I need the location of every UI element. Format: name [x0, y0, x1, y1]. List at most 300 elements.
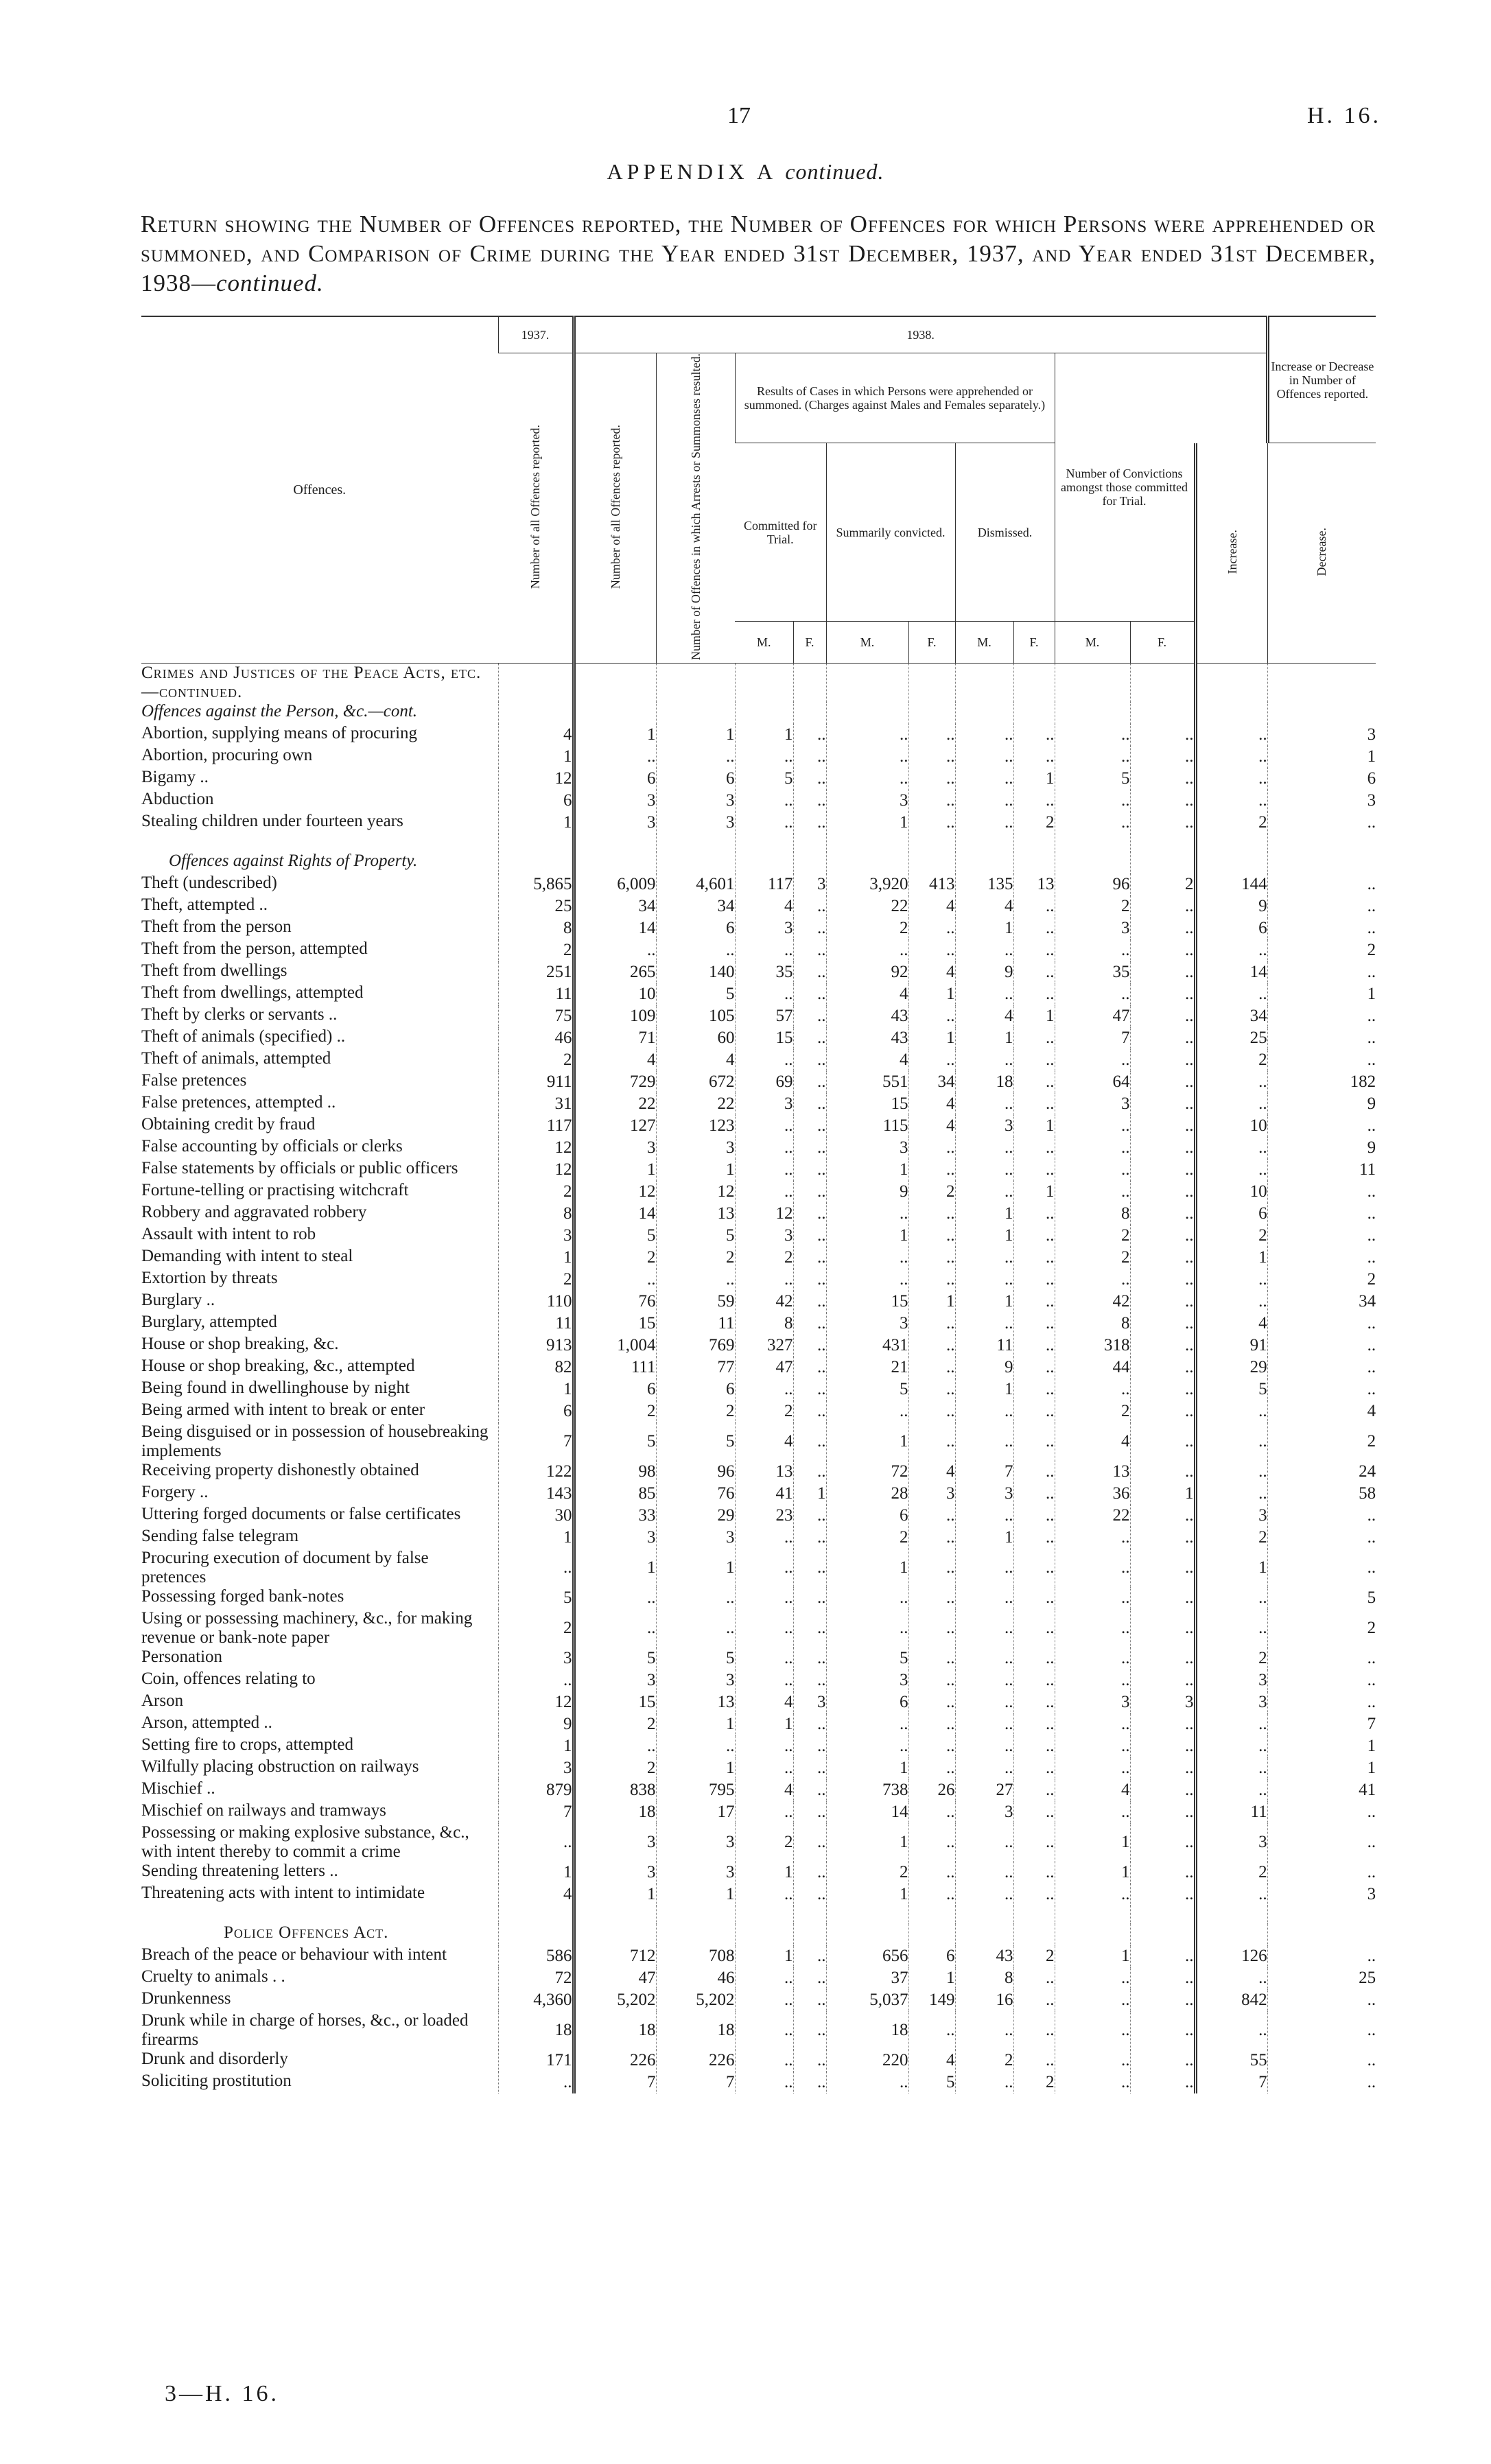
table-cell	[908, 664, 955, 703]
section-heading: Police Offences Act.	[224, 1923, 389, 1943]
offence-name: Robbery and aggravated robbery	[141, 1203, 367, 1222]
table-cell: ..	[1013, 1713, 1055, 1735]
table-cell: ..	[1130, 1115, 1195, 1137]
table-cell: 2	[826, 1527, 908, 1549]
table-cell: 5	[574, 1225, 656, 1247]
table-cell: 12	[574, 1181, 656, 1203]
table-cell: 4	[908, 961, 955, 983]
table-cell: 11	[1195, 1801, 1267, 1823]
table-cell: 5	[826, 1378, 908, 1400]
table-row	[141, 1989, 1376, 2011]
table-cell: 9	[1267, 1137, 1376, 1159]
table-cell: 3	[826, 1313, 908, 1335]
table-cell: 3	[735, 917, 793, 939]
table-cell: 18	[955, 1071, 1013, 1093]
table-cell: 1	[498, 746, 574, 768]
table-cell: 1	[955, 1203, 1013, 1225]
col-committed: Committed for Trial.	[735, 443, 826, 622]
table-cell: ..	[908, 1335, 955, 1357]
table-cell: ..	[1013, 1137, 1055, 1159]
table-cell: ..	[955, 2072, 1013, 2093]
table-cell: ..	[826, 1203, 908, 1225]
table-row	[141, 1269, 1376, 1291]
offence-name: Personation	[141, 1647, 223, 1667]
table-cell	[1130, 1923, 1195, 1945]
table-cell: ..	[1267, 2050, 1376, 2072]
col-summarily: Summarily convicted.	[826, 443, 955, 622]
table-cell	[1195, 852, 1267, 873]
table-cell: 36	[1055, 1483, 1130, 1505]
offence-name: Sending false telegram	[141, 1527, 299, 1546]
table-cell: 251	[498, 961, 574, 983]
table-cell: ..	[1195, 2011, 1267, 2050]
table-cell: ..	[735, 1735, 793, 1757]
table-cell: 3	[498, 1647, 574, 1669]
table-cell: 1	[826, 1422, 908, 1461]
table-cell: ..	[1013, 746, 1055, 768]
table-cell: 72	[826, 1461, 908, 1483]
table-cell	[1055, 852, 1130, 873]
table-cell: 3	[1130, 1691, 1195, 1713]
table-cell: 879	[498, 1779, 574, 1801]
table-cell: 47	[574, 1967, 656, 1989]
table-cell: ..	[1013, 1291, 1055, 1313]
table-cell: ..	[735, 1378, 793, 1400]
table-row	[141, 1549, 1376, 1587]
table-cell: ..	[955, 1269, 1013, 1291]
table-cell: 4,360	[498, 1989, 574, 2011]
table-cell: 46	[656, 1967, 735, 1989]
table-cell: ..	[1130, 1461, 1195, 1483]
table-cell: 1	[1055, 1862, 1130, 1884]
table-cell: 2	[1267, 1422, 1376, 1461]
table-cell: ..	[826, 2072, 908, 2093]
table-cell: ..	[1195, 1093, 1267, 1115]
table-cell: ..	[1130, 1549, 1195, 1587]
table-cell: ..	[1013, 1862, 1055, 1884]
table-cell: 3	[574, 1862, 656, 1884]
table-cell: ..	[826, 768, 908, 790]
table-cell: ..	[735, 1587, 793, 1609]
table-cell: 16	[955, 1989, 1013, 2011]
table-title-continued: continued.	[216, 270, 324, 296]
table-cell: 69	[735, 1071, 793, 1093]
offence-name: Theft, attempted ..	[141, 895, 268, 915]
table-cell: ..	[908, 724, 955, 746]
table-cell	[1267, 664, 1376, 703]
table-cell: ..	[1195, 1713, 1267, 1735]
table-cell: 15	[574, 1313, 656, 1335]
table-cell: ..	[955, 1400, 1013, 1422]
table-cell: 2	[656, 1247, 735, 1269]
table-cell: ..	[1195, 1967, 1267, 1989]
table-row	[141, 1779, 1376, 1801]
offence-name: Assault with intent to rob	[141, 1225, 316, 1244]
table-cell: 24	[1267, 1461, 1376, 1483]
table-cell: ..	[1013, 1422, 1055, 1461]
table-cell: ..	[1055, 1713, 1130, 1735]
table-cell: 4	[574, 1049, 656, 1071]
table-cell: 9	[955, 1357, 1013, 1378]
table-cell: 123	[656, 1115, 735, 1137]
table-cell: ..	[735, 2072, 793, 2093]
table-cell: 34	[1267, 1291, 1376, 1313]
table-cell: 96	[1055, 873, 1130, 895]
table-cell: ..	[1267, 1862, 1376, 1884]
table-cell: 2	[1195, 1862, 1267, 1884]
table-cell: 2	[1195, 1225, 1267, 1247]
table-cell: ..	[1267, 1691, 1376, 1713]
table-cell: ..	[1013, 1269, 1055, 1291]
offence-name: Extortion by threats	[141, 1269, 278, 1288]
table-cell: 7	[1195, 2072, 1267, 2093]
table-cell: 11	[955, 1335, 1013, 1357]
table-cell: ..	[1055, 939, 1130, 961]
spacer-row	[141, 1905, 1376, 1923]
table-cell: 1	[498, 1735, 574, 1757]
table-cell: ..	[955, 1313, 1013, 1335]
table-cell: ..	[1013, 1335, 1055, 1357]
table-cell: 5	[656, 983, 735, 1005]
table-cell	[1013, 664, 1055, 703]
table-cell: 1,004	[574, 1335, 656, 1357]
col-convictions-f: F.	[1130, 622, 1195, 664]
table-cell: ..	[1267, 1049, 1376, 1071]
table-cell: 11	[1267, 1159, 1376, 1181]
table-row	[141, 1247, 1376, 1269]
table-cell: ..	[1130, 1005, 1195, 1027]
table-cell: 1	[498, 1862, 574, 1884]
table-cell: 4	[908, 1115, 955, 1137]
table-cell: ..	[908, 1801, 955, 1823]
table-cell: 2	[1055, 1400, 1130, 1422]
table-cell: 2	[1195, 1049, 1267, 1071]
table-cell: 57	[735, 1005, 793, 1027]
col-results: Results of Cases in which Persons were apprehended or summoned. (Charges against Males and Females separately.)	[735, 353, 1055, 443]
table-row	[141, 812, 1376, 834]
table-cell: 77	[656, 1357, 735, 1378]
table-cell: 30	[498, 1505, 574, 1527]
table-row	[141, 961, 1376, 983]
table-cell: 4	[908, 895, 955, 917]
table-row	[141, 1757, 1376, 1779]
table-row	[141, 1801, 1376, 1823]
table-cell: ..	[908, 1313, 955, 1335]
table-row	[141, 1967, 1376, 1989]
table-cell: 551	[826, 1071, 908, 1093]
table-cell: ..	[1055, 1115, 1130, 1137]
table-cell: 92	[826, 961, 908, 983]
table-cell: ..	[793, 1181, 826, 1203]
table-cell: ..	[793, 768, 826, 790]
table-cell: 738	[826, 1779, 908, 1801]
table-cell: ..	[908, 1884, 955, 1905]
table-cell: ..	[908, 1225, 955, 1247]
table-row	[141, 939, 1376, 961]
table-cell: 1	[1267, 1757, 1376, 1779]
table-cell: ..	[1013, 961, 1055, 983]
table-row	[141, 1713, 1376, 1735]
offence-name: False pretences	[141, 1071, 247, 1090]
table-cell: 12	[735, 1203, 793, 1225]
table-cell: ..	[793, 961, 826, 983]
table-cell: 4	[826, 983, 908, 1005]
appendix-label: APPENDIX A	[607, 159, 776, 184]
table-cell: ..	[1013, 1159, 1055, 1181]
table-cell: ..	[1130, 1049, 1195, 1071]
table-cell: ..	[793, 1422, 826, 1461]
table-cell: ..	[955, 1669, 1013, 1691]
table-cell	[1195, 702, 1267, 724]
table-cell: ..	[1130, 1801, 1195, 1823]
table-cell: 29	[1195, 1357, 1267, 1378]
table-cell: 43	[955, 1945, 1013, 1967]
table-row	[141, 1609, 1376, 1647]
table-cell: 3	[955, 1115, 1013, 1137]
table-cell	[908, 1923, 955, 1945]
table-cell: 34	[574, 895, 656, 917]
table-cell: 4	[908, 2050, 955, 2072]
table-cell: 3	[1267, 790, 1376, 812]
table-cell: ..	[793, 1335, 826, 1357]
table-cell: ..	[1130, 1587, 1195, 1609]
table-cell: ..	[1130, 1779, 1195, 1801]
table-cell: ..	[908, 1647, 955, 1669]
table-cell: ..	[735, 1527, 793, 1549]
table-cell: ..	[908, 1713, 955, 1735]
table-cell	[955, 702, 1013, 724]
table-cell: 9	[955, 961, 1013, 983]
table-cell: 9	[498, 1713, 574, 1735]
offence-name: Setting fire to crops, attempted	[141, 1735, 353, 1755]
table-cell: ..	[908, 1505, 955, 1527]
table-cell: ..	[955, 1247, 1013, 1269]
table-cell: 22	[826, 895, 908, 917]
table-cell: ..	[955, 1735, 1013, 1757]
table-cell: 3	[1267, 724, 1376, 746]
table-cell: 5	[908, 2072, 955, 2093]
table-cell: 4	[908, 1461, 955, 1483]
table-cell: 44	[1055, 1357, 1130, 1378]
table-cell: 18	[656, 2011, 735, 2050]
offence-name: False pretences, attempted ..	[141, 1093, 336, 1112]
appendix-continued: continued.	[785, 159, 884, 184]
table-cell: ..	[574, 1269, 656, 1291]
table-cell: 75	[498, 1005, 574, 1027]
table-cell: 42	[735, 1291, 793, 1313]
table-cell: 1	[1267, 983, 1376, 1005]
table-cell: ..	[793, 746, 826, 768]
table-cell: ..	[1267, 1801, 1376, 1823]
table-cell: ..	[793, 1291, 826, 1313]
table-cell: ..	[1055, 983, 1130, 1005]
offence-name: Demanding with intent to steal	[141, 1247, 353, 1266]
table-cell: 672	[656, 1071, 735, 1093]
col-convictions-m: M.	[1055, 622, 1130, 664]
offence-name: Drunk while in charge of horses, &c., or loaded firearms	[141, 2011, 469, 2050]
offence-name: Arson	[141, 1691, 184, 1711]
table-cell: ..	[735, 1989, 793, 2011]
table-cell: 12	[498, 1137, 574, 1159]
table-cell: 25	[1195, 1027, 1267, 1049]
table-row	[141, 1313, 1376, 1335]
table-cell	[826, 702, 908, 724]
table-cell: ..	[908, 917, 955, 939]
table-cell: 2	[498, 1049, 574, 1071]
table-cell: ..	[955, 1757, 1013, 1779]
table-cell: 2	[735, 1247, 793, 1269]
table-cell: ..	[1267, 873, 1376, 895]
table-cell: 13	[1013, 873, 1055, 895]
table-cell: ..	[574, 746, 656, 768]
table-cell: ..	[793, 1225, 826, 1247]
table-cell: 4	[955, 1005, 1013, 1027]
table-cell: ..	[955, 768, 1013, 790]
table-cell: ..	[498, 1669, 574, 1691]
table-cell: ..	[1267, 1945, 1376, 1967]
table-cell: 5	[826, 1647, 908, 1669]
table-cell: 4	[735, 1779, 793, 1801]
table-cell	[1130, 664, 1195, 703]
table-cell: 12	[498, 1159, 574, 1181]
table-cell: ..	[826, 1713, 908, 1735]
table-cell: 3	[574, 790, 656, 812]
table-cell: 1	[735, 1945, 793, 1967]
table-cell: ..	[1055, 1269, 1130, 1291]
table-cell: 3	[574, 1527, 656, 1549]
table-cell: ..	[1195, 1461, 1267, 1483]
table-cell: ..	[1267, 895, 1376, 917]
table-cell: ..	[1267, 1005, 1376, 1027]
table-row	[141, 1335, 1376, 1357]
table-cell: ..	[955, 1609, 1013, 1647]
table-cell: ..	[793, 1587, 826, 1609]
table-cell: ..	[1130, 790, 1195, 812]
table-cell: ..	[908, 768, 955, 790]
offence-name: Arson, attempted ..	[141, 1713, 272, 1733]
table-cell: 5	[1195, 1378, 1267, 1400]
table-cell: 26	[908, 1779, 955, 1801]
table-cell: ..	[1267, 1669, 1376, 1691]
subsection-row	[141, 852, 1376, 873]
table-row	[141, 768, 1376, 790]
table-cell: ..	[793, 1757, 826, 1779]
table-cell: ..	[1055, 1757, 1130, 1779]
col-dismissed-f: F.	[1013, 622, 1055, 664]
table-cell: 171	[498, 2050, 574, 2072]
table-cell: ..	[1195, 1400, 1267, 1422]
table-cell: ..	[1055, 724, 1130, 746]
table-cell: 135	[955, 873, 1013, 895]
table-cell: 64	[1055, 1071, 1130, 1093]
table-cell: 58	[1267, 1483, 1376, 1505]
table-cell: ..	[1267, 1505, 1376, 1527]
table-cell	[1195, 1923, 1267, 1945]
table-cell: 2	[1055, 1247, 1130, 1269]
table-cell: 3,920	[826, 873, 908, 895]
offence-name: Procuring execution of document by false pretences	[141, 1549, 429, 1587]
table-cell: ..	[955, 1093, 1013, 1115]
table-cell: ..	[1267, 1027, 1376, 1049]
table-cell: ..	[656, 1587, 735, 1609]
table-cell: ..	[955, 1823, 1013, 1862]
table-cell: 2	[574, 1247, 656, 1269]
table-cell	[656, 1923, 735, 1945]
table-cell: ..	[793, 2011, 826, 2050]
table-cell: 143	[498, 1483, 574, 1505]
table-cell: ..	[1013, 1225, 1055, 1247]
table-cell: ..	[908, 1422, 955, 1461]
table-header	[141, 316, 1376, 664]
section-row	[141, 664, 1376, 703]
offence-name: Mischief ..	[141, 1779, 215, 1798]
table-cell: ..	[1013, 1027, 1055, 1049]
offence-name: Burglary ..	[141, 1291, 215, 1310]
table-cell: ..	[735, 1609, 793, 1647]
table-cell: ..	[1013, 1669, 1055, 1691]
col-all-offences-1937: Number of all Offences reported.	[498, 353, 574, 664]
table-cell: 4	[498, 724, 574, 746]
table-cell: 1	[1055, 1945, 1130, 1967]
table-cell: ..	[1055, 1967, 1130, 1989]
table-cell: 842	[1195, 1989, 1267, 2011]
table-row	[141, 2050, 1376, 2072]
table-cell: 769	[656, 1335, 735, 1357]
table-cell: 12	[498, 768, 574, 790]
table-row	[141, 1505, 1376, 1527]
table-cell	[1055, 702, 1130, 724]
table-cell	[574, 852, 656, 873]
table-cell: 2	[735, 1400, 793, 1422]
table-cell: ..	[1267, 1181, 1376, 1203]
table-cell: 6	[498, 790, 574, 812]
appendix-heading	[0, 159, 1491, 185]
table-cell: 33	[574, 1505, 656, 1527]
table-cell: 28	[826, 1483, 908, 1505]
table-row	[141, 1461, 1376, 1483]
table-cell: 226	[574, 2050, 656, 2072]
table-cell	[656, 664, 735, 703]
table-cell: 47	[735, 1357, 793, 1378]
table-cell: ..	[735, 1269, 793, 1291]
table-cell: ..	[793, 1269, 826, 1291]
table-row	[141, 1587, 1376, 1609]
table-cell: ..	[826, 1735, 908, 1757]
table-cell: ..	[656, 1735, 735, 1757]
table-cell: 46	[498, 1027, 574, 1049]
table-cell: 1	[826, 1225, 908, 1247]
table-cell: 71	[574, 1027, 656, 1049]
table-cell: 2	[498, 939, 574, 961]
table-cell: 7	[656, 2072, 735, 2093]
table-cell: ..	[1013, 1203, 1055, 1225]
table-cell: ..	[1267, 1823, 1376, 1862]
table-cell: 3	[826, 790, 908, 812]
table-cell: 1	[908, 983, 955, 1005]
offence-name: Theft of animals (specified) ..	[141, 1027, 346, 1046]
table-cell: ..	[908, 1269, 955, 1291]
offence-name: Soliciting prostitution	[141, 2072, 292, 2091]
table-cell: ..	[1055, 1989, 1130, 2011]
table-cell: ..	[1130, 1400, 1195, 1422]
table-cell: 2	[1267, 1609, 1376, 1647]
table-cell: ..	[1130, 1203, 1195, 1225]
table-cell: ..	[908, 1669, 955, 1691]
offence-name: Coin, offences relating to	[141, 1669, 316, 1689]
table-row	[141, 1203, 1376, 1225]
table-cell: 1	[826, 1549, 908, 1587]
table-cell: ..	[793, 1400, 826, 1422]
